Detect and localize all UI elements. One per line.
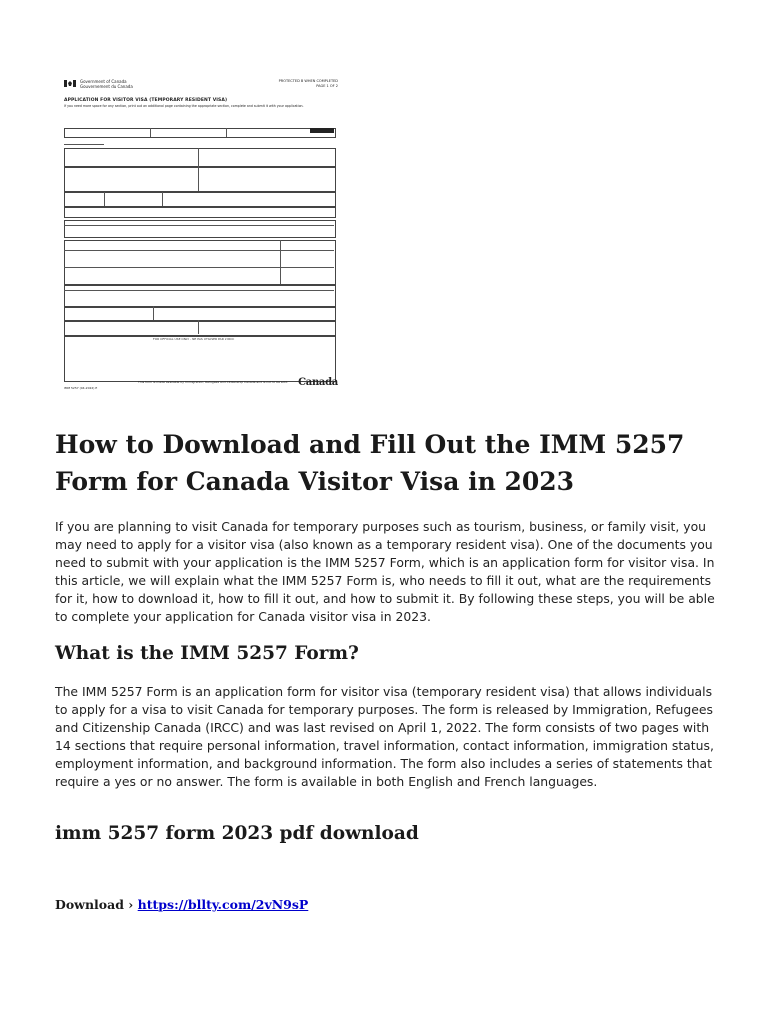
form-footer-note: This form is made available by Immigration, Refugees and Citizenship Canada and is not to be sold. bbox=[138, 380, 288, 384]
section-heading-download: imm 5257 form 2023 pdf download bbox=[55, 823, 419, 844]
intro-paragraph: If you are planning to visit Canada for temporary purposes such as tourism, business, or family visit, you may need to apply for a visitor visa (also known as a temporary resident visa). One of the documents you need to submit with your application is the IMM 5257 Form, which is an application form for visitor visa. In this article, we will explain what the IMM 5257 Form is, who needs to fill it out, what are the requirements for it, how to download it, how to fill it out, and how to submit it. By following these steps, you will be able to complete your application for Canada visitor visa in 2023. bbox=[55, 519, 715, 624]
download-link[interactable]: https://bllty.com/2vN9sP bbox=[137, 897, 309, 912]
download-label: Download › bbox=[55, 897, 134, 912]
form-top-row bbox=[64, 128, 336, 138]
canada-flag-icon bbox=[64, 80, 76, 87]
form-table bbox=[64, 220, 336, 238]
form-protected-label: PROTECTED B WHEN COMPLETED PAGE 1 OF 2 bbox=[278, 79, 338, 88]
article-title: How to Download and Fill Out the IMM 5257 Form for Canada Visitor Visa in 2023 bbox=[55, 430, 685, 496]
form-government-name: Government of Canada Gouvernement du Canada bbox=[80, 79, 133, 89]
form-instructions: If you need more space for any section, print out an additional page containing the appropriate section, complete and submit it with your application. bbox=[64, 104, 304, 108]
download-line bbox=[55, 897, 308, 912]
form-footer-code: IMM 5257 (04-2022) E bbox=[64, 386, 98, 390]
form-official-use-box bbox=[64, 336, 336, 382]
form-official-use-label: FOR OFFICIAL USE ONLY - NE PAS UTILISER PAR L'IRCC bbox=[153, 337, 235, 341]
form-title: APPLICATION FOR VISITOR VISA (TEMPORARY RESIDENT VISA) bbox=[64, 98, 228, 103]
canada-wordmark: Canada bbox=[298, 377, 338, 388]
form-personal-details bbox=[64, 148, 336, 168]
section-body-what-is: The IMM 5257 Form is an application form for visitor visa (temporary resident visa) that allows individuals to apply for a visa to visit Canada for temporary purposes. The form is released by Immigration, Refugees and Citizenship Canada (IRCC) and was last revised on April 1, 2022. The form consists of two pages with 14 sections that require personal information, travel information, contact information, immigration status, employment information, and background information. The form also includes a series of statements that require a yes or no answer. The form is available in both English and French languages. bbox=[55, 684, 714, 789]
form-preview-image bbox=[58, 74, 340, 392]
section-heading-what-is: What is the IMM 5257 Form? bbox=[55, 643, 359, 664]
